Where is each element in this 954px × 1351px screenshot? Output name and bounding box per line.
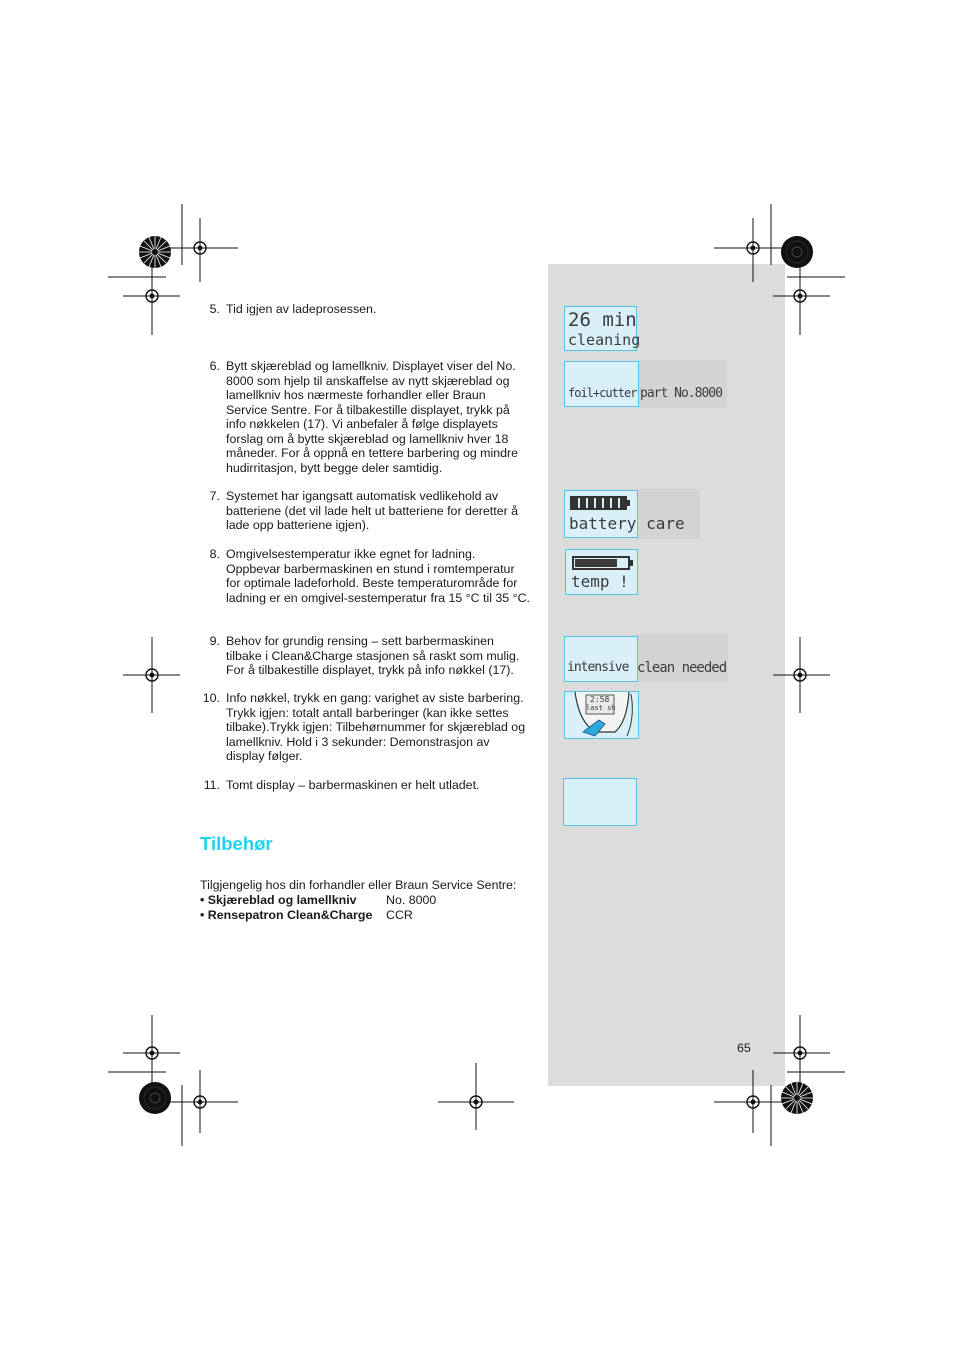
display-cleaning-text: cleaning <box>568 331 641 349</box>
display-time-text: 26 min <box>568 309 637 331</box>
accessories-intro: Tilgjengelig hos din forhandler eller Braun Service Sentre: <box>200 878 517 892</box>
star-target-icon <box>780 235 814 269</box>
accessories-heading: Tilbehør <box>200 833 273 854</box>
step-text: Info nøkkel, trykk en gang: varighet av siste barbering. Trykk igjen: totalt antall barberinger (kan ikke settes tilbake).Trykk igjen: Tilbehørnummer for skjæreblad og lamellkniv. Hold i 3 sekunder: Demonstrasjon av display følger. <box>226 691 526 763</box>
page-number: 65 <box>737 1041 751 1055</box>
step-number: 6. <box>209 359 220 373</box>
display-temp-text: temp ! <box>571 572 629 591</box>
accessory-name: • Rensepatron Clean&Charge <box>200 908 373 922</box>
star-target-icon <box>780 1081 814 1115</box>
display-foil-cutter-text: foil+cutter <box>568 386 637 400</box>
star-target-icon <box>138 235 172 269</box>
accessory-name: • Skjæreblad og lamellkniv <box>200 893 357 907</box>
display-part-text: part No.8000 <box>640 386 722 401</box>
display-intensive-text: intensive <box>567 660 629 675</box>
display-battery-care-text: battery care <box>569 514 685 533</box>
step-text: Bytt skjæreblad og lamellkniv. Displayet viser del No. 8000 som hjelp til anskaffelse av nytt skjæreblad og lamellkniv hos nærmeste forhandler eller Braun Service Sentre. For å tilbakestille displayet, trykk på info nøkkelen (17). Vi anbefaler å følge displayets forslag om å bytte skjæreblad og lamellkniv hver 18 måneder. For å oppnå en tettere barbering og mindre hudirritasjon, bytt begge deler samtidig. <box>226 359 519 475</box>
step-text: Systemet har igangsatt automatisk vedlikehold av batteriene (det vil lade helt ut batteriene for deretter å lade opp batteriene igjen). <box>226 489 519 532</box>
step-number: 11. <box>203 778 220 792</box>
step-text: Omgivelsestemperatur ikke egnet for ladning. Oppbevar barbermaskinen en stund i romtemperatur for optimale ladeforhold. Beste temperaturområde for ladning er en omgivel-sestemperatur fra 15 °C til 35 °C. <box>226 547 530 605</box>
step-number: 5. <box>209 302 220 316</box>
step-number: 8. <box>209 547 220 561</box>
star-target-icon <box>138 1081 172 1115</box>
display-clean-needed-text: clean needed <box>637 660 727 676</box>
display-last-shave-time: 2:58 <box>590 695 610 704</box>
step-number: 7. <box>209 489 220 503</box>
step-text: Tomt display – barbermaskinen er helt utladet. <box>226 778 480 792</box>
step-number: 10. <box>202 691 220 705</box>
step-number: 9. <box>209 634 220 648</box>
display-last-shave-label: last sh <box>586 704 616 712</box>
accessory-number: CCR <box>386 908 413 922</box>
step-text: Behov for grundig rensing – sett barbermaskinen tilbake i Clean&Charge stasjonen så raskt som mulig. For å tilbakestille displayet, trykk på info nøkkel (17). <box>226 634 520 677</box>
accessory-number: No. 8000 <box>386 893 437 907</box>
step-text: Tid igjen av ladeprosessen. <box>226 302 377 316</box>
